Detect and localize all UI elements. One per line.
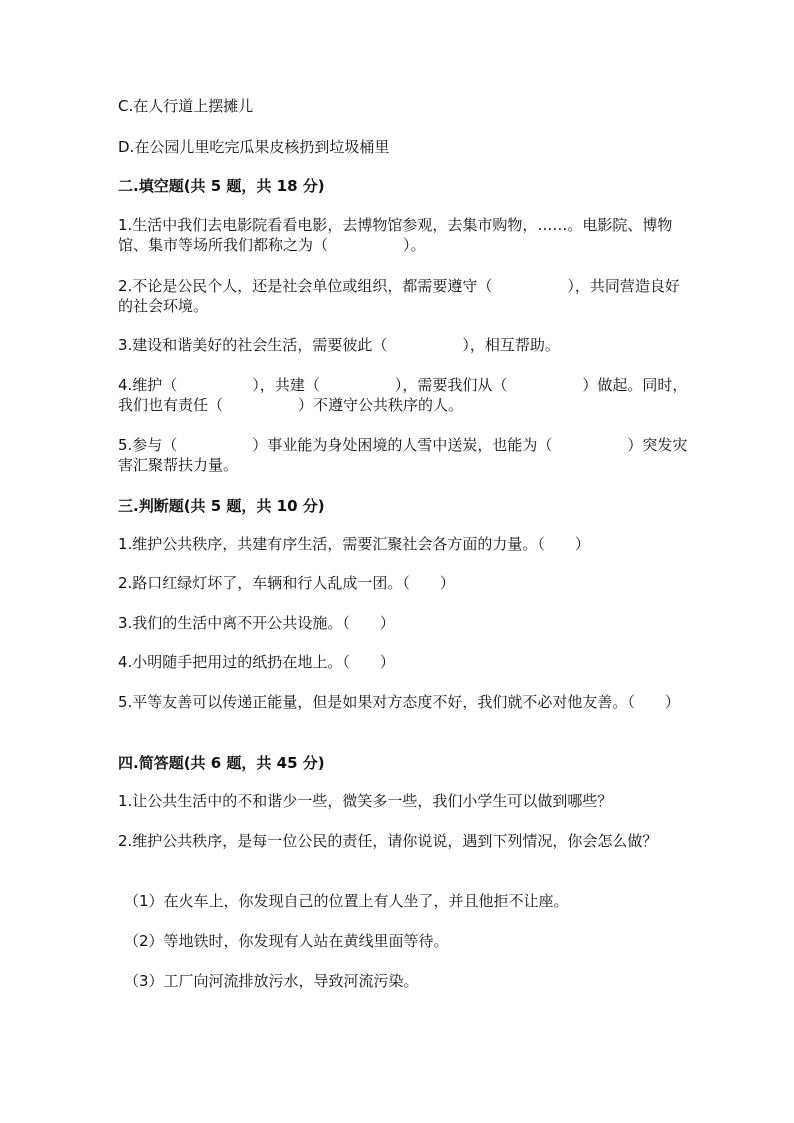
fill-blank-question-2: 2.不论是公民个人，还是社会单位或组织，都需要遵守（ ），共同营造良好的社会环境。: [118, 277, 680, 315]
short-answer-question-1: 1.让公共生活中的不和谐少一些，微笑多一些，我们小学生可以做到哪些？: [118, 792, 613, 810]
choice-option-c: C.在人行道上摆摊儿: [118, 97, 254, 115]
section-heading-fill-blank: 二.填空题(共 5 题，共 18 分): [118, 177, 325, 195]
short-answer-question-2-sub-3: （3）工厂向河流排放污水，导致河流污染。: [124, 972, 419, 990]
true-false-question-1: 1.维护公共秩序，共建有序生活，需要汇聚社会各方面的力量。（ ）: [118, 535, 590, 553]
true-false-question-3: 3.我们的生活中离不开公共设施。（ ）: [118, 614, 395, 632]
true-false-question-2: 2.路口红绿灯坏了，车辆和行人乱成一团。（ ）: [118, 574, 455, 592]
fill-blank-question-1: 1.生活中我们去电影院看看电影，去博物馆参观，去集市购物，……。电影院、博物馆、集市等场所我们都称之为（ ）。: [118, 216, 673, 254]
true-false-question-5: 5.平等友善可以传递正能量，但是如果对方态度不好，我们就不必对他友善。（ ）: [118, 693, 680, 711]
fill-blank-question-4: 4.维护（ ），共建（ ），需要我们从（ ）做起。同时，我们也有责任（ ）不遵守公共秩序的人。: [118, 376, 688, 414]
section-heading-short-answer: 四.简答题(共 6 题，共 45 分): [118, 754, 325, 772]
short-answer-question-2-sub-2: （2）等地铁时，你发现有人站在黄线里面等待。: [124, 932, 449, 950]
fill-blank-question-3: 3.建设和谐美好的社会生活，需要彼此（ ），相互帮助。: [118, 336, 560, 354]
short-answer-question-2: 2.维护公共秩序，是每一位公民的责任，请你说说，遇到下列情况，你会怎么做？: [118, 832, 658, 850]
section-heading-true-false: 三.判断题(共 5 题，共 10 分): [118, 497, 325, 515]
fill-blank-question-5: 5.参与（ ）事业能为身处困境的人雪中送炭，也能为（ ）突发灾害汇聚帮扶力量。: [118, 436, 688, 474]
true-false-question-4: 4.小明随手把用过的纸扔在地上。（ ）: [118, 653, 395, 671]
short-answer-question-2-sub-1: （1）在火车上，你发现自己的位置上有人坐了，并且他拒不让座。: [124, 892, 569, 910]
choice-option-d: D.在公园儿里吃完瓜果皮核扔到垃圾桶里: [118, 138, 390, 156]
